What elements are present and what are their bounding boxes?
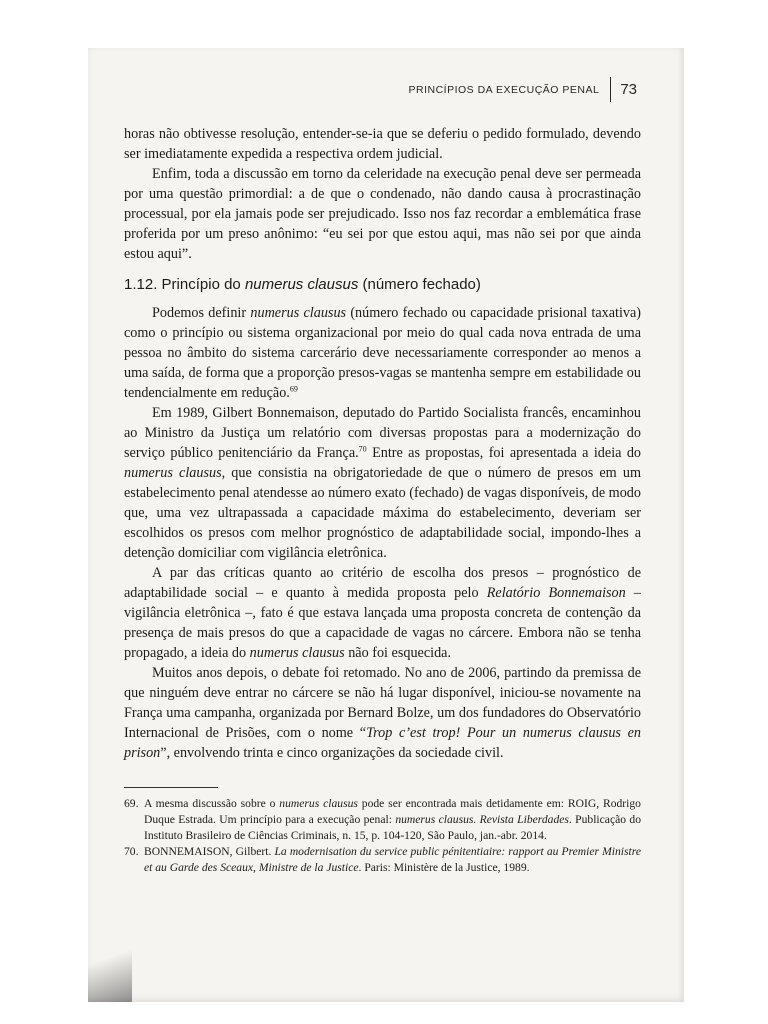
footnote-number: 70.: [124, 845, 139, 858]
footnote-70: [124, 844, 641, 876]
italic-term: La modernisation du service public pénitentiaire: rapport au Premier Ministre et au Garde des Sceaux, Ministre de la Justice: [144, 845, 641, 874]
text-run: . Publicação do Instituto Brasileiro de Ciências Criminais, n. 15, p. 104-120, São Paulo, jan.-abr. 2014.: [144, 813, 641, 842]
paragraph-text: Enfim, toda a discussão em torno da celeridade na execução penal deve ser permeada por uma questão primordial: a de que o condenado, não dando causa à procrastinação processual, por ela jamais pode ser prejudicado. Isso nos faz recordar a emblemática frase proferida por um preso anônimo: “eu sei por que estou aqui, mas não sei por que ainda estou aqui”.: [124, 166, 641, 262]
paragraph-text: horas não obtivesse resolução, entender-se-ia que se deferiu o pedido formulado, devendo ser imediatamente expedida a respectiva ordem judicial.: [124, 126, 641, 162]
text-run: não foi esquecida.: [348, 645, 452, 661]
section-title-italic: numerus clausus: [244, 276, 359, 293]
running-head: [409, 77, 638, 102]
italic-term: Trop c’est trop! Pour un numerus clausus en prison: [124, 725, 641, 761]
section-heading: [124, 275, 641, 295]
paragraph: [124, 563, 641, 663]
italic-term: numerus clausus: [249, 645, 345, 661]
footnote-number: 69.: [124, 797, 139, 810]
text-run: (número fechado ou capacidade prisional taxativa) como o princípio ou sistema organizacional por meio do qual cada nova entrada de uma pessoa no âmbito do sistema carcerário deve necessariamente corresponder ao menos a uma saída, de forma que a proporção presos-vagas se mantenha sempre em estabilidade ou tendencialmente em redução.: [124, 305, 642, 401]
footnote-ref: 69: [289, 384, 298, 394]
footnote-69: [124, 796, 641, 844]
text-run: – vigilância eletrônica –, fato é que estava lançada uma proposta concreta de contenção da presença de mais presos do que a capacidade de vagas no cárcere. Embora não se tenha propagado, a ideia do: [124, 585, 642, 661]
running-title: PRINCÍPIOS DA EXECUÇÃO PENAL: [408, 83, 600, 96]
page-number: 73: [620, 81, 637, 98]
text-run: Entre as propostas, foi apresentada a ideia do: [372, 445, 642, 461]
text-run: ”, envolvendo trinta e cinco organizações da sociedade civil.: [160, 745, 504, 761]
text-run: , que consistia na obrigatoriedade de que o número de presos em um estabelecimento penal atendesse ao número exato (fechado) de vagas disponíveis, de modo que, uma vez ultrapassada a capacidade máxima do estabelecimento, deveriam ser escolhidos os presos com melhor prognóstico de adaptabilidade social, impondo-lhes a detenção domiciliar com vigilância eletrônica.: [124, 465, 641, 561]
footnote-separator: [124, 787, 218, 788]
paragraph: [124, 303, 641, 403]
italic-term: numerus clausus. Revista Liberdades: [395, 813, 569, 826]
text-run: Em 1989, Gilbert Bonnemaison, deputado do Partido Socialista francês, encaminhou ao Ministro da Justiça um relatório com diversas propostas para a modernização do serviço público penitenciário da França.: [124, 405, 641, 461]
section-number: 1.12.: [124, 276, 158, 293]
paragraph: [124, 164, 641, 264]
body-text: [124, 124, 641, 876]
italic-term: numerus clausus: [279, 797, 358, 810]
italic-term: numerus clausus: [124, 465, 222, 481]
footnote-text: [144, 844, 641, 876]
italic-term: numerus clausus: [250, 305, 347, 321]
footnote-text: [144, 796, 641, 844]
footnotes: [124, 796, 641, 876]
header-divider: [610, 77, 611, 102]
paragraph: [124, 663, 641, 763]
paragraph: [124, 403, 641, 563]
text-run: pode ser encontrada mais detidamente em: ROIG, Rodrigo Duque Estrada. Um princípio para a execução penal:: [144, 797, 641, 826]
text-run: Podemos definir: [152, 305, 247, 321]
text-run: BONNEMAISON, Gilbert.: [144, 845, 272, 858]
text-run: A mesma discussão sobre o: [144, 797, 276, 810]
paragraph: [124, 124, 641, 164]
italic-term: Relatório Bonnemaison: [486, 585, 626, 601]
text-run: A par das críticas quanto ao critério de escolha dos presos – prognóstico de adaptabilidade social – e quanto à medida proposta pelo: [124, 565, 641, 601]
text-run: . Paris: Ministère de la Justice, 1989.: [358, 861, 530, 874]
section-title-part: Princípio do: [161, 276, 241, 293]
book-page: [88, 48, 684, 1002]
section-title-part: (número fechado): [362, 276, 481, 293]
text-run: Muitos anos depois, o debate foi retomado. No ano de 2006, partindo da premissa de que ninguém deve entrar no cárcere se não há lugar disponível, iniciou-se novamente na França uma campanha, organizada por Bernard Bolze, um dos fundadores do Observatório Internacional de Prisões, com o nome “: [124, 665, 641, 741]
footnote-ref: 70: [358, 444, 367, 454]
